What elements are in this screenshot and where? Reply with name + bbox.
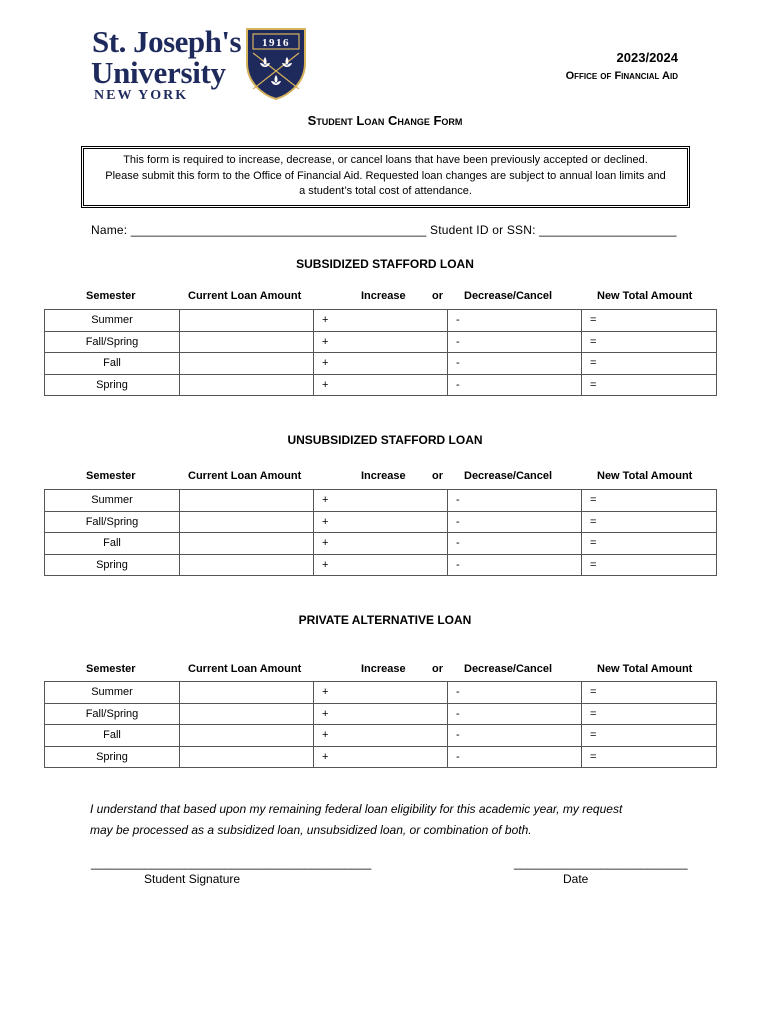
decrease-cancel-input[interactable]: - — [448, 490, 582, 512]
notice-box — [81, 146, 690, 208]
acknowledgement-statement — [90, 799, 690, 841]
current-loan-amount-input[interactable] — [180, 682, 314, 704]
semester-cell: Summer — [45, 310, 180, 332]
date-line[interactable]: __________________________ — [514, 856, 688, 870]
semester-cell: Fall/Spring — [45, 511, 180, 533]
column-header-or: or — [432, 470, 443, 482]
table-row — [45, 310, 717, 332]
current-loan-amount-input[interactable] — [180, 554, 314, 576]
section-title: UNSUBSIDIZED STAFFORD LOAN — [287, 433, 483, 447]
column-header-new-total-amount: New Total Amount — [597, 470, 693, 482]
column-header-decrease-cancel: Decrease/Cancel — [464, 663, 553, 675]
decrease-cancel-input[interactable]: - — [448, 725, 582, 747]
increase-input[interactable]: + — [314, 331, 448, 353]
decrease-cancel-input[interactable]: - — [448, 554, 582, 576]
semester-cell: Fall — [45, 533, 180, 555]
new-total-amount-input[interactable]: = — [582, 682, 717, 704]
logo-wordmark-line3: NEW YORK — [94, 88, 189, 103]
new-total-amount-input[interactable]: = — [582, 746, 717, 768]
section-title: SUBSIDIZED STAFFORD LOAN — [296, 257, 474, 271]
column-header-decrease-cancel: Decrease/Cancel — [464, 290, 553, 302]
logo-wordmark-line1: St. Joseph's — [92, 24, 242, 59]
decrease-cancel-input[interactable]: - — [448, 703, 582, 725]
increase-input[interactable]: + — [314, 725, 448, 747]
column-header-semester: Semester — [86, 470, 136, 482]
column-header-increase: Increase — [361, 290, 406, 302]
semester-cell: Spring — [45, 554, 180, 576]
column-header-or: or — [432, 290, 443, 302]
student-signature-line[interactable]: __________________________________________ — [91, 856, 372, 870]
current-loan-amount-input[interactable] — [180, 725, 314, 747]
table-row — [45, 746, 717, 768]
increase-input[interactable]: + — [314, 746, 448, 768]
decrease-cancel-input[interactable]: - — [448, 511, 582, 533]
form-title — [0, 113, 770, 128]
table-row — [45, 490, 717, 512]
column-header-increase: Increase — [361, 470, 406, 482]
notice-line-1: This form is required to increase, decrease, or cancel loans that have been previously accepted or declined. — [123, 154, 648, 166]
increase-input[interactable]: + — [314, 682, 448, 704]
column-header-decrease-cancel: Decrease/Cancel — [464, 470, 553, 482]
increase-input[interactable]: + — [314, 511, 448, 533]
current-loan-amount-input[interactable] — [180, 746, 314, 768]
semester-cell: Spring — [45, 746, 180, 768]
decrease-cancel-input[interactable]: - — [448, 374, 582, 396]
form-title-text: Student Loan Change Form — [307, 113, 463, 128]
statement-line-2: may be processed as a subsidized loan, unsubsidized loan, or combination of both. — [90, 823, 532, 837]
table-row — [45, 682, 717, 704]
notice-line-2: Please submit this form to the Office of Financial Aid. Requested loan changes are subject to annual loan limits and — [105, 169, 666, 182]
decrease-cancel-input[interactable]: - — [448, 331, 582, 353]
table-row — [45, 533, 717, 555]
decrease-cancel-input[interactable]: - — [448, 746, 582, 768]
decrease-cancel-input[interactable]: - — [448, 682, 582, 704]
new-total-amount-input[interactable]: = — [582, 703, 717, 725]
section-title: PRIVATE ALTERNATIVE LOAN — [298, 613, 472, 627]
column-header-current-loan-amount: Current Loan Amount — [188, 663, 302, 675]
table-row — [45, 353, 717, 375]
decrease-cancel-input[interactable]: - — [448, 353, 582, 375]
table-row — [45, 703, 717, 725]
table-row — [45, 725, 717, 747]
increase-input[interactable]: + — [314, 374, 448, 396]
notice-line-3: a student’s total cost of attendance. — [299, 185, 472, 197]
semester-cell: Spring — [45, 374, 180, 396]
increase-input[interactable]: + — [314, 554, 448, 576]
current-loan-amount-input[interactable] — [180, 353, 314, 375]
decrease-cancel-input[interactable]: - — [448, 533, 582, 555]
semester-cell: Summer — [45, 490, 180, 512]
new-total-amount-input[interactable]: = — [582, 331, 717, 353]
table-row — [45, 511, 717, 533]
current-loan-amount-input[interactable] — [180, 331, 314, 353]
loan-table — [44, 489, 717, 576]
column-header-new-total-amount: New Total Amount — [597, 663, 693, 675]
semester-cell: Fall/Spring — [45, 703, 180, 725]
name-and-id-field[interactable]: Name: ___________________________________________ Student ID or SSN: ____________________ — [91, 223, 677, 237]
new-total-amount-input[interactable]: = — [582, 490, 717, 512]
new-total-amount-input[interactable]: = — [582, 511, 717, 533]
current-loan-amount-input[interactable] — [180, 703, 314, 725]
increase-input[interactable]: + — [314, 703, 448, 725]
column-header-current-loan-amount: Current Loan Amount — [188, 290, 302, 302]
new-total-amount-input[interactable]: = — [582, 554, 717, 576]
student-signature-label: Student Signature — [144, 872, 241, 886]
semester-cell: Fall/Spring — [45, 331, 180, 353]
current-loan-amount-input[interactable] — [180, 490, 314, 512]
university-crest-icon — [245, 27, 307, 101]
table-row — [45, 554, 717, 576]
new-total-amount-input[interactable]: = — [582, 725, 717, 747]
current-loan-amount-input[interactable] — [180, 511, 314, 533]
column-header-semester: Semester — [86, 290, 136, 302]
new-total-amount-input[interactable]: = — [582, 353, 717, 375]
table-row — [45, 374, 717, 396]
column-header-or: or — [432, 663, 443, 675]
increase-input[interactable]: + — [314, 490, 448, 512]
table-row — [45, 331, 717, 353]
column-header-semester: Semester — [86, 663, 136, 675]
new-total-amount-input[interactable]: = — [582, 310, 717, 332]
column-header-current-loan-amount: Current Loan Amount — [188, 470, 302, 482]
semester-cell: Fall — [45, 725, 180, 747]
academic-year: 2023/2024 — [616, 50, 678, 65]
statement-line-1: I understand that based upon my remaining federal loan eligibility for this academic year, my request — [90, 802, 623, 816]
loan-table — [44, 309, 717, 396]
new-total-amount-input[interactable]: = — [582, 533, 717, 555]
crest-year: 1916 — [262, 37, 290, 49]
column-header-increase: Increase — [361, 663, 406, 675]
new-total-amount-input[interactable]: = — [582, 374, 717, 396]
office-name-text: Office of Financial Aid — [565, 70, 678, 82]
semester-cell: Summer — [45, 682, 180, 704]
decrease-cancel-input[interactable]: - — [448, 310, 582, 332]
column-header-new-total-amount: New Total Amount — [597, 290, 693, 302]
date-label: Date — [563, 872, 589, 886]
increase-input[interactable]: + — [314, 533, 448, 555]
current-loan-amount-input[interactable] — [180, 374, 314, 396]
office-name — [566, 70, 678, 82]
current-loan-amount-input[interactable] — [180, 310, 314, 332]
increase-input[interactable]: + — [314, 353, 448, 375]
logo-wordmark-line2: University — [91, 55, 226, 90]
current-loan-amount-input[interactable] — [180, 533, 314, 555]
semester-cell: Fall — [45, 353, 180, 375]
loan-table — [44, 681, 717, 768]
increase-input[interactable]: + — [314, 310, 448, 332]
